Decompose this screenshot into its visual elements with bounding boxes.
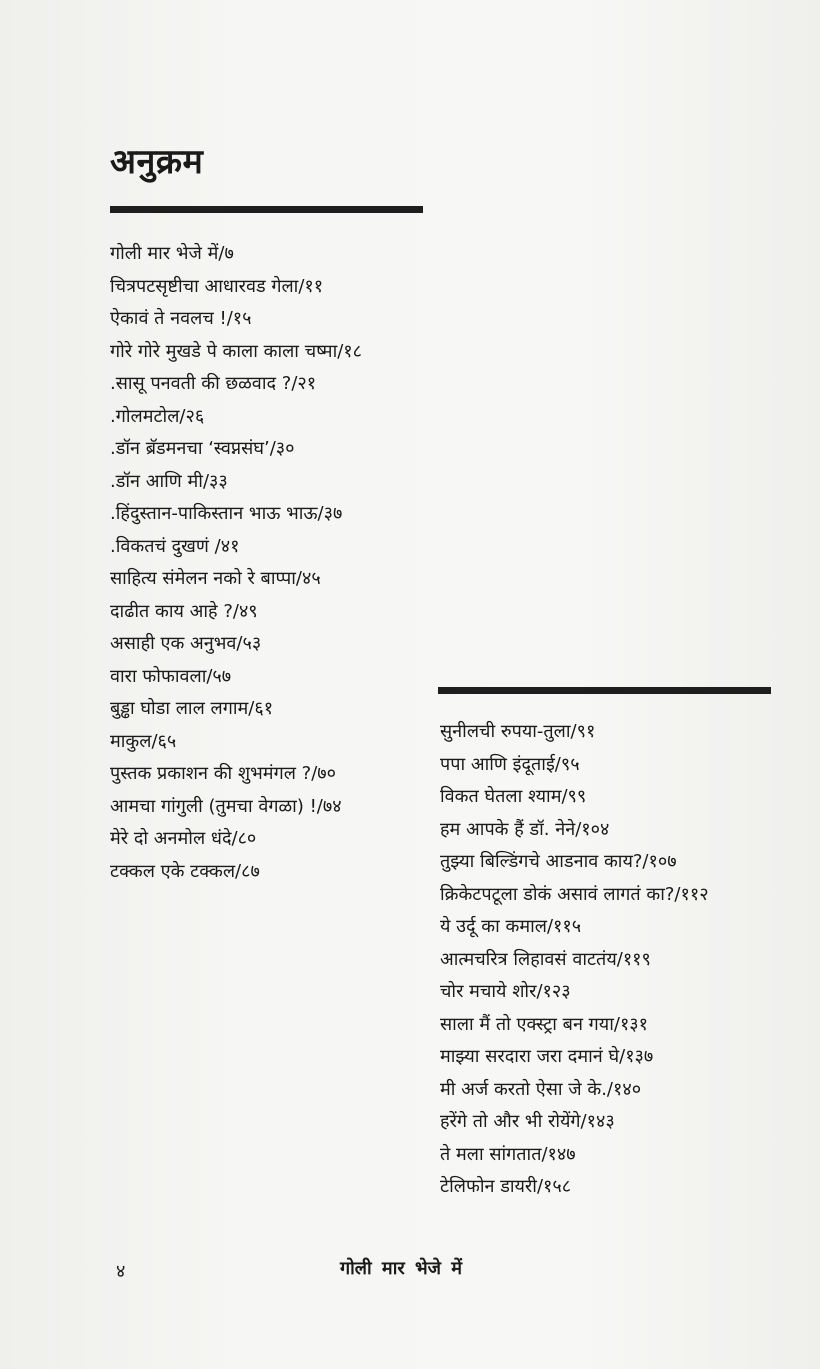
toc-entry: चित्रपटसृष्टीचा आधारवड गेला/११	[110, 275, 324, 297]
toc-entry: .सासू पनवती की छळवाद ?/२१	[110, 373, 317, 394]
toc-entry: .डॉन आणि मी/३३	[110, 470, 228, 492]
toc-entry: पुस्तक प्रकाशन की शुभमंगल ?/७०	[110, 763, 336, 784]
toc-entry: .हिंदुस्तान-पाकिस्तान भाऊ भाऊ/३७	[110, 503, 343, 524]
toc-entry: ये उर्दू का कमाल/११५	[440, 916, 582, 937]
page-number: ४	[116, 1261, 126, 1282]
toc-right-column	[440, 716, 709, 1204]
heading-rule	[110, 206, 423, 213]
toc-entry: मेरे दो अनमोल धंदे/८०	[110, 828, 257, 849]
toc-entry: गोरे गोरे मुखडे पे काला काला चष्मा/१८	[110, 340, 363, 362]
toc-entry: असाही एक अनुभव/५३	[110, 633, 262, 654]
toc-entry: ते मला सांगतात/१४७	[440, 1143, 576, 1165]
toc-entry: बुड्ढा घोडा लाल लगाम/६१	[110, 698, 274, 719]
toc-entry: माझ्या सरदारा जरा दमानं घे/१३७	[440, 1046, 654, 1067]
toc-entry: ऐकावं ते नवलच !/१५	[110, 308, 252, 329]
toc-entry: क्रिकेटपटूला डोकं असावं लागतं का?/११२	[440, 883, 709, 905]
toc-entry: साहित्य संमेलन नको रे बाप्पा/४५	[110, 568, 321, 589]
contents-heading: अनुक्रम	[110, 142, 204, 182]
toc-entry: आत्मचरित्र लिहावसं वाटतंय/११९	[440, 948, 651, 970]
toc-entry: .विकतचं दुखणं /४१	[110, 535, 240, 557]
toc-entry: पपा आणि इंदूताई/९५	[440, 753, 580, 775]
toc-entry: चोर मचाये शोर/१२३	[440, 981, 571, 1002]
toc-entry: मी अर्ज करतो ऐसा जे के./१४०	[440, 1078, 642, 1100]
toc-entry: विकत घेतला श्याम/९९	[440, 786, 587, 807]
toc-entry: वारा फोफावला/५७	[110, 665, 232, 687]
toc-entry: हम आपके हैं डॉ. नेने/१०४	[440, 818, 610, 840]
toc-entry: आमचा गांगुली (तुमचा वेगळा) !/७४	[110, 795, 342, 817]
toc-left-column	[110, 238, 362, 888]
toc-entry: .डॉन ब्रॅडमनचा ‘स्वप्नसंघ’/३०	[110, 438, 295, 459]
running-footer-title: गोली मार भेजे में	[340, 1258, 463, 1279]
toc-entry: हरेंगे तो और भी रोयेंगे/१४३	[440, 1111, 615, 1132]
toc-entry: सुनीलची रुपया-तुला/९१	[440, 721, 596, 742]
toc-entry: टक्कल एके टक्कल/८७	[110, 860, 260, 882]
toc-entry: टेलिफोन डायरी/१५८	[440, 1176, 572, 1197]
toc-entry: साला मैं तो एक्स्ट्रा बन गया/१३१	[440, 1013, 649, 1035]
toc-entry: .गोलमटोल/२६	[110, 405, 205, 427]
toc-entry: माकुल/६५	[110, 730, 177, 752]
section-rule	[438, 687, 771, 694]
toc-entry: गोली मार भेजे में/७	[110, 243, 234, 264]
toc-entry: दाढीत काय आहे ?/४९	[110, 600, 258, 622]
toc-entry: तुझ्या बिल्डिंगचे आडनाव काय?/१०७	[440, 851, 677, 872]
